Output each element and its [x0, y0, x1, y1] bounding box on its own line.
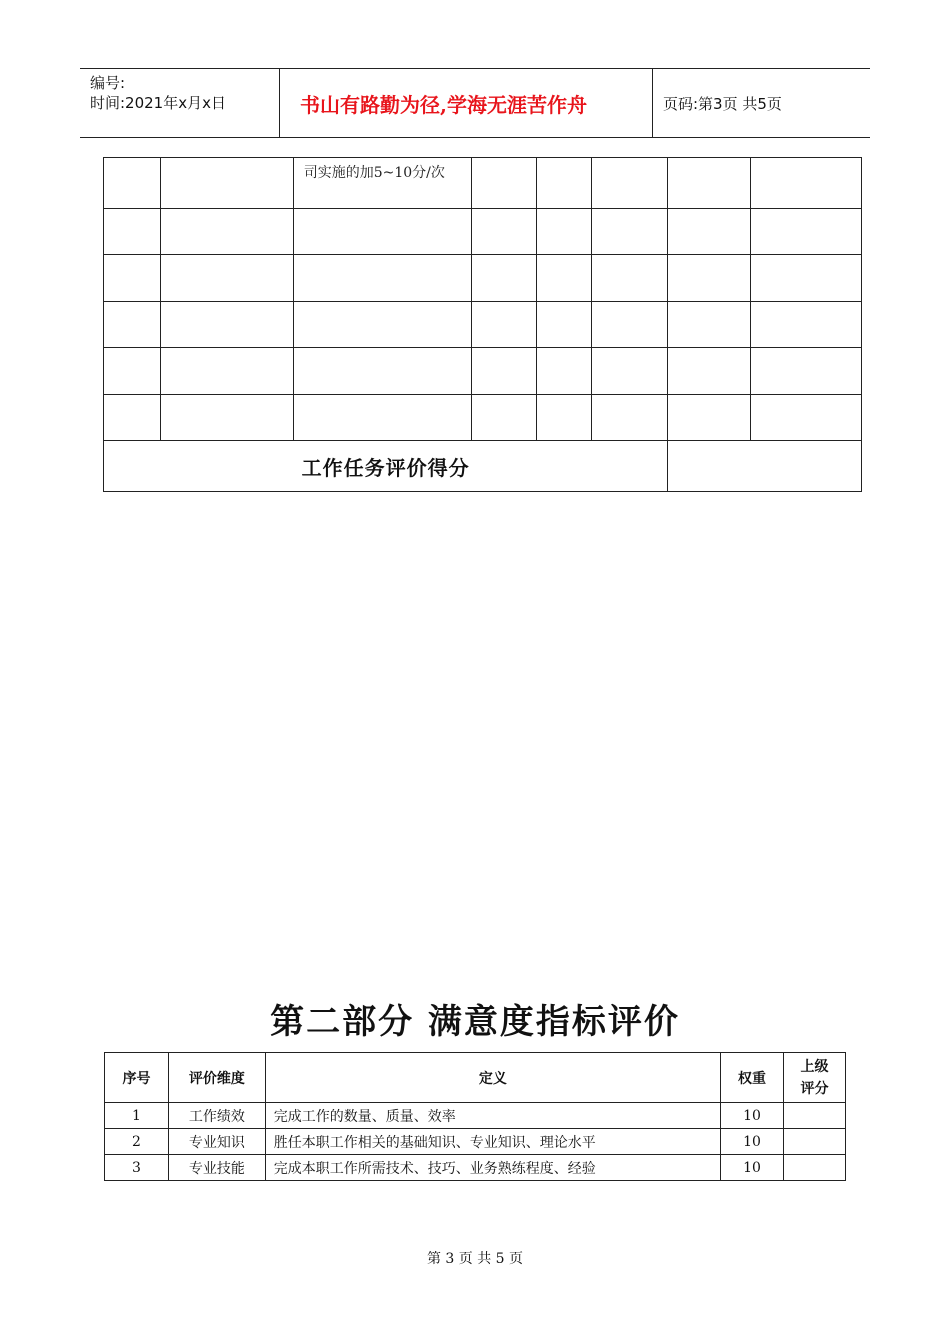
table-header-row — [105, 1053, 846, 1103]
page-footer: 第 3 页 共 5 页 — [426, 1251, 524, 1267]
row-definition: 胜任本职工作相关的基础知识、专业知识、理论水平 — [265, 1129, 720, 1155]
row-dimension: 专业知识 — [168, 1129, 265, 1155]
table-row — [104, 302, 862, 348]
row-score — [784, 1103, 846, 1129]
column-header: 权重 — [721, 1053, 784, 1103]
row-definition: 完成工作的数量、质量、效率 — [265, 1103, 720, 1129]
table-cell — [104, 158, 161, 209]
table-cell — [471, 158, 537, 209]
row-dimension: 专业技能 — [168, 1155, 265, 1181]
section-title: 第二部分 满意度指标评价 — [270, 1002, 680, 1042]
row-weight: 10 — [721, 1129, 784, 1155]
table-cell — [668, 158, 751, 209]
satisfaction-table — [104, 1052, 846, 1181]
row-weight: 10 — [721, 1155, 784, 1181]
table-cell — [160, 158, 293, 209]
table-row — [104, 158, 862, 209]
table-row — [104, 255, 862, 302]
task-evaluation-table — [103, 157, 862, 492]
document-time-label: 时间:2021年x月x日 — [90, 94, 226, 112]
row-definition: 完成本职工作所需技术、技巧、业务熟练程度、经验 — [265, 1155, 720, 1181]
criteria-text: 司实施的加5~10分/次 — [303, 165, 445, 181]
task-score-label: 工作任务评价得分 — [104, 441, 668, 492]
score-row — [104, 441, 862, 492]
row-number: 2 — [105, 1129, 169, 1155]
table-cell — [751, 158, 862, 209]
document-number-label: 编号: — [90, 74, 126, 92]
table-row — [105, 1103, 846, 1129]
column-header: 序号 — [105, 1053, 169, 1103]
row-number: 3 — [105, 1155, 169, 1181]
table-row — [104, 348, 862, 395]
column-header: 定义 — [265, 1053, 720, 1103]
table-row — [105, 1129, 846, 1155]
row-score — [784, 1129, 846, 1155]
header-meta — [80, 69, 280, 137]
table-cell — [293, 158, 471, 209]
page-header — [80, 68, 870, 138]
column-header: 评价维度 — [168, 1053, 265, 1103]
row-score — [784, 1155, 846, 1181]
table-row — [104, 395, 862, 441]
header-page-info: 页码:第3页 共5页 — [663, 94, 782, 113]
row-number: 1 — [105, 1103, 169, 1129]
column-header — [784, 1053, 846, 1103]
table-cell — [537, 158, 592, 209]
table-cell — [592, 158, 668, 209]
row-dimension: 工作绩效 — [168, 1103, 265, 1129]
table-row — [104, 209, 862, 255]
column-header-text: 上级评分 — [800, 1058, 829, 1097]
table-row — [105, 1155, 846, 1181]
row-weight: 10 — [721, 1103, 784, 1129]
task-score-value — [668, 441, 862, 492]
header-motto: 书山有路勤为径,学海无涯苦作舟 — [280, 69, 653, 137]
